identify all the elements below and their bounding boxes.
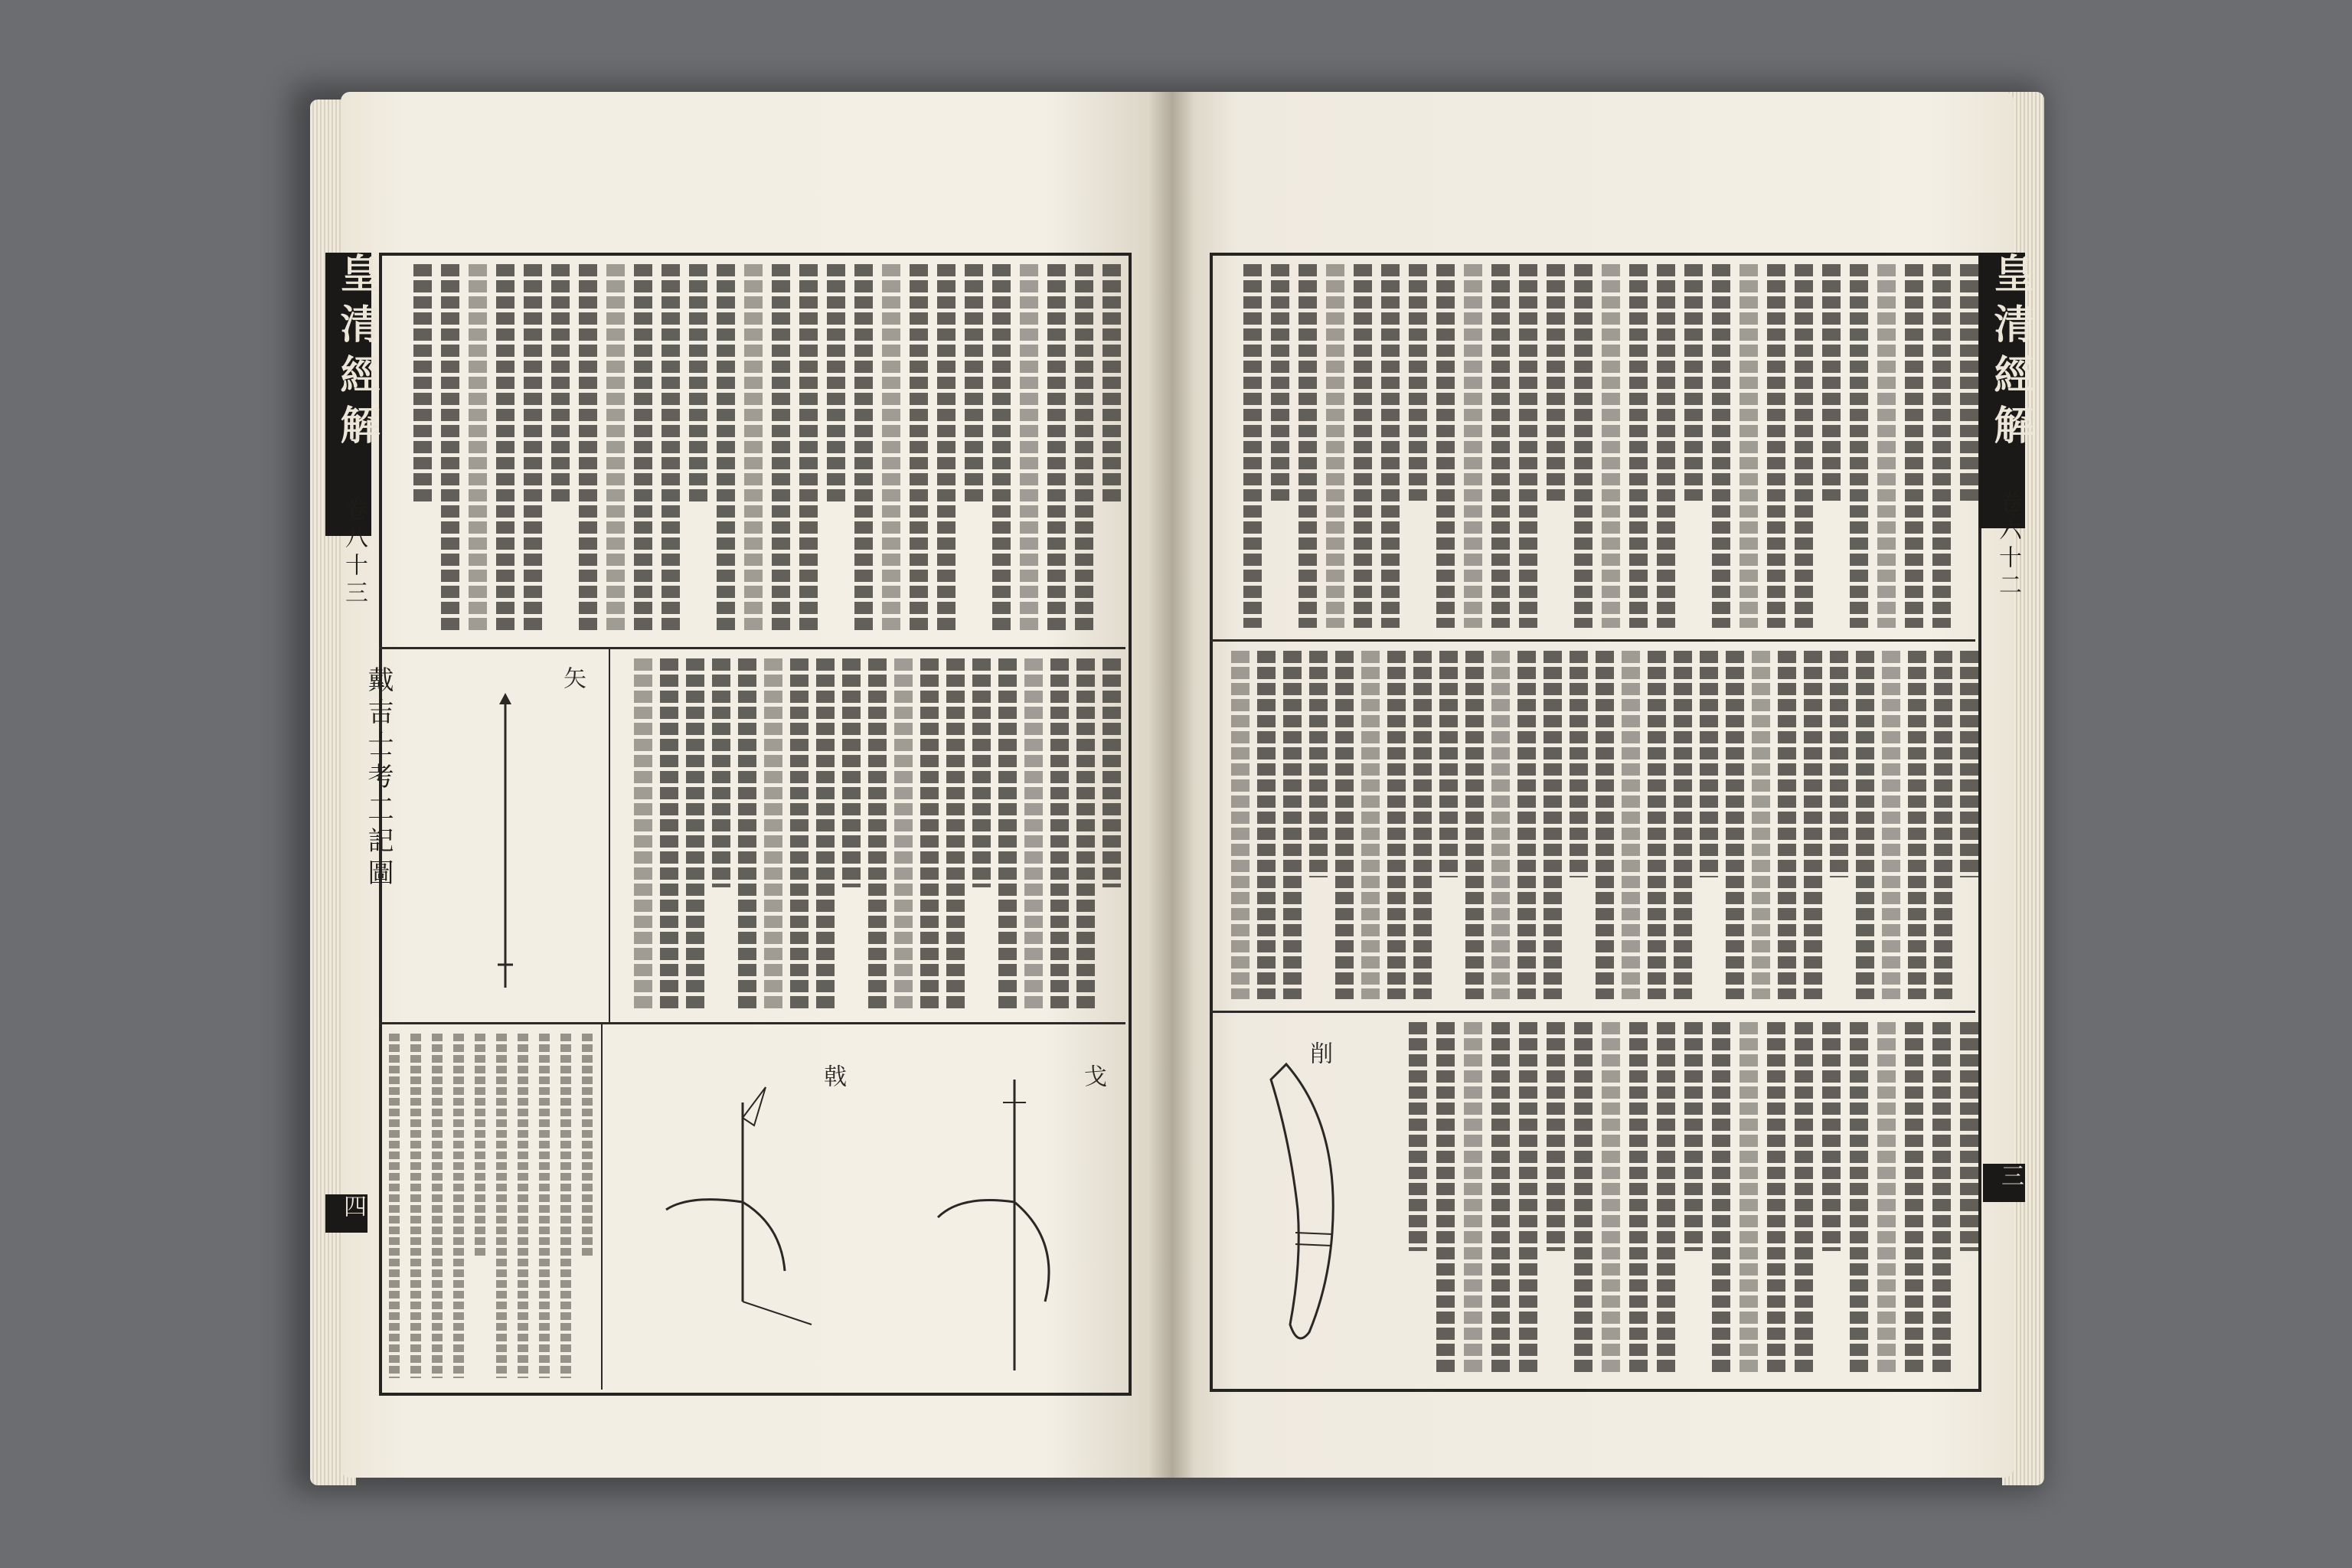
text-column [1822, 264, 1841, 501]
text-column [1596, 651, 1614, 999]
text-column [1075, 264, 1093, 632]
text-column [910, 264, 928, 632]
text-column [1491, 1022, 1510, 1374]
text-column [579, 264, 597, 632]
text-column [1877, 264, 1896, 628]
left-section-heading: 戴吉士考工記圖 [363, 666, 394, 891]
text-column [496, 264, 514, 632]
halberd-diagram [651, 1072, 880, 1363]
text-column [1657, 1022, 1675, 1374]
text-column [469, 264, 487, 632]
text-column [1648, 651, 1666, 999]
text-column [634, 264, 652, 632]
text-column [539, 1034, 550, 1378]
text-column [1309, 651, 1328, 877]
text-column [551, 264, 570, 503]
text-column [738, 658, 756, 1011]
text-column [1602, 264, 1620, 628]
text-column [1271, 264, 1289, 501]
text-column [1712, 264, 1730, 628]
text-column [518, 1034, 528, 1378]
text-column [1882, 651, 1900, 999]
text-column [1822, 1022, 1841, 1251]
text-column [992, 264, 1011, 632]
text-column [453, 1034, 464, 1378]
text-column [1464, 264, 1482, 628]
right-volume-marker: 卷六十二 [1994, 490, 2021, 600]
text-column [1574, 1022, 1592, 1374]
book-gutter [1148, 92, 1194, 1478]
left-page-number: 四 [339, 1194, 366, 1222]
text-column [560, 1034, 571, 1378]
text-column [1629, 264, 1648, 628]
text-column [1436, 1022, 1455, 1374]
text-column [1767, 264, 1785, 628]
text-column [1465, 651, 1484, 999]
dagger-axe-caption: 戈 [1080, 1064, 1106, 1090]
right-upper-rule [1210, 639, 1975, 642]
left-volume-marker: 卷八十三 [341, 498, 368, 608]
dagger-axe-diagram [915, 1072, 1114, 1378]
text-column [1726, 651, 1744, 999]
text-column [1519, 264, 1537, 628]
text-column [1547, 1022, 1565, 1251]
text-column [1231, 651, 1250, 999]
text-column [1932, 264, 1951, 628]
text-column [410, 1034, 421, 1378]
right-side-title: 皇清經解 [1987, 253, 2034, 455]
text-column [475, 1034, 485, 1258]
text-column [634, 658, 652, 1011]
text-column [432, 1034, 443, 1378]
text-column [1740, 1022, 1758, 1374]
left-low-divider [601, 1022, 603, 1390]
text-column [1050, 658, 1069, 1011]
text-column [1517, 651, 1536, 999]
text-column [1547, 264, 1565, 501]
text-column [1712, 1022, 1730, 1374]
text-column [1960, 651, 1978, 877]
text-column [689, 264, 707, 503]
left-lower-rule [379, 1022, 1125, 1024]
text-column [1752, 651, 1770, 999]
text-column [1908, 651, 1926, 999]
text-column [1381, 264, 1400, 628]
text-column [662, 264, 680, 632]
arrow-diagram [429, 689, 582, 1011]
text-column [1491, 651, 1510, 999]
text-column [1326, 264, 1344, 628]
text-column [1283, 651, 1302, 999]
text-column [854, 264, 873, 632]
knife-caption: 削 [1305, 1041, 1332, 1067]
text-column [1700, 651, 1718, 877]
text-column [1020, 264, 1038, 632]
text-column [1767, 1022, 1785, 1374]
text-column [1905, 1022, 1923, 1374]
right-lower-rule [1210, 1011, 1975, 1013]
text-column [827, 264, 845, 503]
text-column [1960, 264, 1978, 501]
text-column [1629, 1022, 1648, 1374]
text-column [1877, 1022, 1896, 1374]
left-upper-rule [379, 647, 1125, 649]
text-column [1602, 1022, 1620, 1374]
text-column [1795, 264, 1813, 628]
text-column [946, 658, 965, 1011]
text-column [1544, 651, 1562, 999]
text-column [816, 658, 835, 1011]
text-column [1491, 264, 1510, 628]
text-column [894, 658, 913, 1011]
text-column [1804, 651, 1822, 999]
text-column [965, 264, 983, 503]
text-column [790, 658, 808, 1011]
text-column [1409, 264, 1427, 501]
text-column [1850, 1022, 1868, 1374]
text-column [1464, 1022, 1482, 1374]
text-column [1657, 264, 1675, 628]
text-column [1850, 264, 1868, 628]
text-column [660, 658, 678, 1011]
text-column [1856, 651, 1874, 999]
text-column [1024, 658, 1043, 1011]
text-column [1684, 264, 1703, 501]
left-side-title: 皇清經解 [333, 253, 380, 455]
text-column [1076, 658, 1095, 1011]
text-column [1519, 1022, 1537, 1374]
text-column [842, 658, 861, 887]
text-column [937, 264, 956, 632]
text-column [920, 658, 939, 1011]
text-column [1298, 264, 1317, 628]
text-column [1778, 651, 1796, 999]
text-column [1439, 651, 1458, 877]
text-column [1574, 264, 1592, 628]
halberd-caption: 戟 [819, 1064, 846, 1090]
text-column [413, 264, 432, 503]
text-column [1740, 264, 1758, 628]
text-column [686, 658, 704, 1011]
text-column [972, 658, 991, 887]
arrow-caption: 矢 [559, 666, 586, 692]
text-column [1684, 1022, 1703, 1251]
text-column [1243, 264, 1262, 628]
text-column [1102, 264, 1121, 503]
text-column [1934, 651, 1952, 999]
left-mid-divider [609, 647, 610, 1022]
text-column [1354, 264, 1372, 628]
text-column [1047, 264, 1066, 632]
text-column [1102, 658, 1121, 887]
text-column [712, 658, 730, 887]
right-page-number: 三 [1997, 1164, 2024, 1191]
text-column [717, 264, 735, 632]
text-column [1335, 651, 1354, 999]
text-column [389, 1034, 400, 1378]
text-column [1387, 651, 1406, 999]
text-column [1905, 264, 1923, 628]
text-column [1932, 1022, 1951, 1374]
text-column [764, 658, 782, 1011]
text-column [524, 264, 542, 632]
text-column [744, 264, 763, 632]
text-column [1257, 651, 1276, 999]
text-column [998, 658, 1017, 1011]
text-column [1570, 651, 1588, 877]
text-column [1795, 1022, 1813, 1374]
text-column [882, 264, 900, 632]
text-column [1409, 1022, 1427, 1251]
text-column [1361, 651, 1380, 999]
text-column [1674, 651, 1692, 999]
text-column [582, 1034, 593, 1258]
text-column [1830, 651, 1848, 877]
knife-diagram [1225, 1034, 1393, 1370]
text-column [606, 264, 625, 632]
text-column [1436, 264, 1455, 628]
text-column [1960, 1022, 1978, 1251]
text-column [496, 1034, 507, 1378]
text-column [441, 264, 459, 632]
text-column [868, 658, 887, 1011]
text-column [772, 264, 790, 632]
text-column [1622, 651, 1640, 999]
text-column [1413, 651, 1432, 999]
text-column [799, 264, 818, 632]
